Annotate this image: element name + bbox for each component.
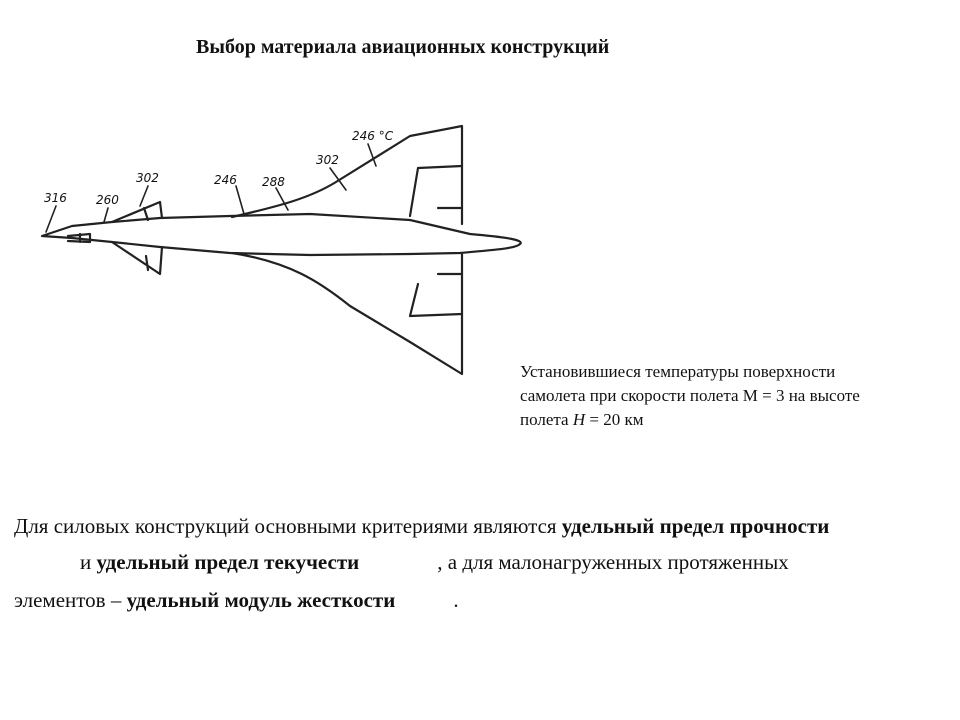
line-1-text: Для силовых конструкций основными критериями являются [14, 514, 562, 538]
aircraft-planform-drawing [0, 110, 540, 390]
line-3-end: . [453, 588, 459, 612]
temp-label-fuselage: 246 [214, 173, 237, 187]
caption-altitude-symbol: H [572, 410, 586, 429]
lower-wing [232, 253, 462, 374]
temp-label-nose: 316 [44, 191, 67, 205]
paragraph-line-1 [14, 514, 829, 539]
line-2-text-a: и [80, 550, 97, 574]
caption-line-3 [520, 408, 950, 432]
specific-ultimate-strength-term: удельный предел прочности [561, 514, 830, 538]
temp-label-wing-root: 288 [262, 175, 285, 189]
aircraft-temperature-diagram [0, 110, 540, 390]
figure-caption [520, 360, 950, 432]
temp-label-canard: 260 [96, 193, 119, 207]
temp-label-intake: 302 [136, 171, 159, 185]
caption-line-3-prefix: полета [520, 410, 573, 429]
paragraph-line-3 [14, 588, 459, 613]
temp-label-wing-outer: 246 °C [352, 129, 394, 143]
temp-label-wing-lead: 302 [316, 153, 339, 167]
lower-canard-line [146, 256, 148, 270]
upper-elevon-lines [410, 166, 462, 216]
paragraph-line-2 [80, 550, 789, 575]
slide-title: Выбор материала авиационных конструкций [196, 36, 610, 58]
caption-line-1: Установившиеся температуры поверхности [520, 362, 836, 381]
specific-stiffness-modulus-term: удельный модуль жесткости [126, 588, 396, 612]
line-3-text: элементов – [14, 588, 127, 612]
caption-line-2: самолета при скорости полета М = 3 на высоте [520, 386, 860, 405]
specific-yield-strength-term: удельный предел текучести [96, 550, 360, 574]
lower-elevon-lines [410, 274, 462, 316]
caption-line-3-suffix: = 20 км [585, 410, 644, 429]
line-2-text-b: , а для малонагруженных протяженных [437, 550, 789, 574]
